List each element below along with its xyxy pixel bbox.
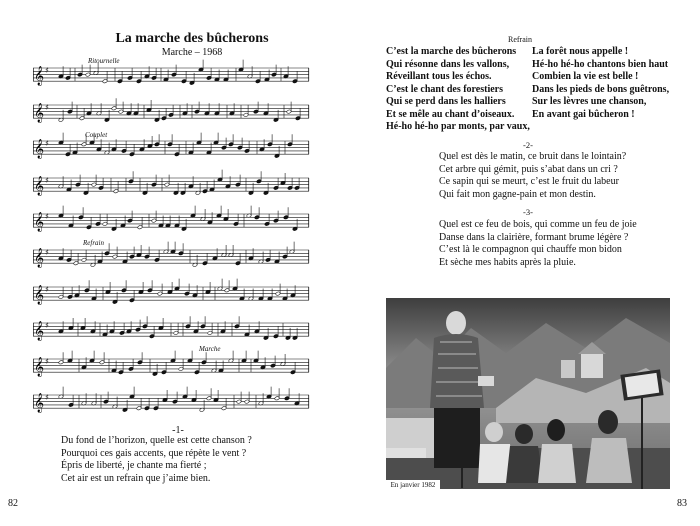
verse-line: Cet arbre qui gémit, puis s’abat dans un cri ? xyxy=(439,163,618,175)
sharp-icon: ♯ xyxy=(45,66,49,75)
sharp-icon: ♯ xyxy=(45,393,49,402)
refrain-line: Et se mêle au chant d’oiseaux. xyxy=(386,108,515,120)
page-number-right: 83 xyxy=(677,498,687,509)
refrain-line: La forêt nous appelle ! xyxy=(532,46,629,57)
verse-line: Ce sapin qui se meurt, c’est le fruit du labeur xyxy=(439,176,619,188)
refrain-line: Combien la vie est belle ! xyxy=(532,71,639,82)
refrain-left-column xyxy=(386,46,530,134)
verse1 xyxy=(61,435,252,485)
refrain-line: Qui résonne dans les vallons, xyxy=(386,58,510,70)
verse3 xyxy=(439,219,637,269)
refrain-line: Qui se perd dans les halliers xyxy=(386,96,506,107)
treble-clef-icon: 𝄞 xyxy=(34,321,45,341)
refrain-line: Hé-ho hé-ho chantons bien haut xyxy=(532,58,669,70)
sharp-icon: ♯ xyxy=(45,357,49,366)
verse-line: Qui fait mon gagne-pain et mon destin. xyxy=(439,188,596,200)
photo-caption: En janvier 1982 xyxy=(386,480,440,491)
verse-line: Quel est ce feu de bois, qui comme un feu de joie xyxy=(439,219,637,230)
verse-line: Et sèche mes habits après la pluie. xyxy=(439,256,576,268)
treble-clef-icon: 𝄞 xyxy=(34,285,45,305)
verse-line: Du fond de l’horizon, quelle est cette chanson ? xyxy=(61,435,252,446)
verse2 xyxy=(439,151,626,201)
song-title: La marche des bûcherons xyxy=(115,31,269,46)
sharp-icon: ♯ xyxy=(45,103,49,112)
verse-line: Pourquoi ces gais accents, que répète le vent ? xyxy=(61,447,247,459)
treble-clef-icon: 𝄞 xyxy=(34,212,45,232)
label-marche: Marche xyxy=(199,345,221,353)
verse-line: Épris de liberté, je chante ma fierté ; xyxy=(61,460,207,472)
treble-clef-icon: 𝄞 xyxy=(34,176,45,196)
verse-line: Cet air est un refrain que j’aime bien. xyxy=(61,472,211,484)
refrain-line: En avant gai bûcheron ! xyxy=(532,108,635,120)
verse-line: Quel est dès le matin, ce bruit dans le lointain? xyxy=(439,151,627,162)
refrain-right-column xyxy=(532,46,669,121)
score-staves xyxy=(33,56,311,416)
treble-clef-icon: 𝄞 xyxy=(34,103,45,123)
page-number-left: 82 xyxy=(8,498,18,509)
verse-line: Danse dans la clairière, formant brume légère ? xyxy=(439,231,629,243)
photo-illustration xyxy=(386,298,670,489)
label-refrain: Refrain xyxy=(83,239,104,247)
treble-clef-icon: 𝄞 xyxy=(34,357,45,377)
label-couplet: Couplet xyxy=(85,131,108,139)
treble-clef-icon: 𝄞 xyxy=(34,248,45,268)
treble-clef-icon: 𝄞 xyxy=(34,393,45,413)
refrain-heading: Refrain xyxy=(508,35,532,44)
refrain-line: Sur les lèvres une chanson, xyxy=(532,96,647,107)
treble-clef-icon: 𝄞 xyxy=(34,139,45,159)
song-subtitle: Marche – 1968 xyxy=(161,47,223,58)
refrain-line: Réveillant tous les échos. xyxy=(386,71,492,82)
sharp-icon: ♯ xyxy=(45,248,49,257)
sharp-icon: ♯ xyxy=(45,212,49,221)
sharp-icon: ♯ xyxy=(45,139,49,148)
refrain-line: C’est la marche des bûcherons xyxy=(386,46,517,57)
verse2-number: -2- xyxy=(523,140,533,150)
treble-clef-icon: 𝄞 xyxy=(34,66,45,86)
verse3-number: -3- xyxy=(523,207,533,217)
label-ritournelle: Ritournelle xyxy=(88,57,120,65)
verse1-number: -1- xyxy=(172,425,184,436)
sharp-icon: ♯ xyxy=(45,285,49,294)
sharp-icon: ♯ xyxy=(45,321,49,330)
refrain-line: C’est le chant des forestiers xyxy=(386,83,504,95)
stage-photo xyxy=(386,298,670,489)
refrain-line: Hé-ho hé-ho par monts, par vaux, xyxy=(386,121,530,132)
sharp-icon: ♯ xyxy=(45,176,49,185)
music-score xyxy=(33,56,311,416)
verse-line: C’est là le compagnon qui chauffe mon bidon xyxy=(439,244,622,256)
refrain-line: Dans les pieds de bons guêtrons, xyxy=(532,83,670,95)
